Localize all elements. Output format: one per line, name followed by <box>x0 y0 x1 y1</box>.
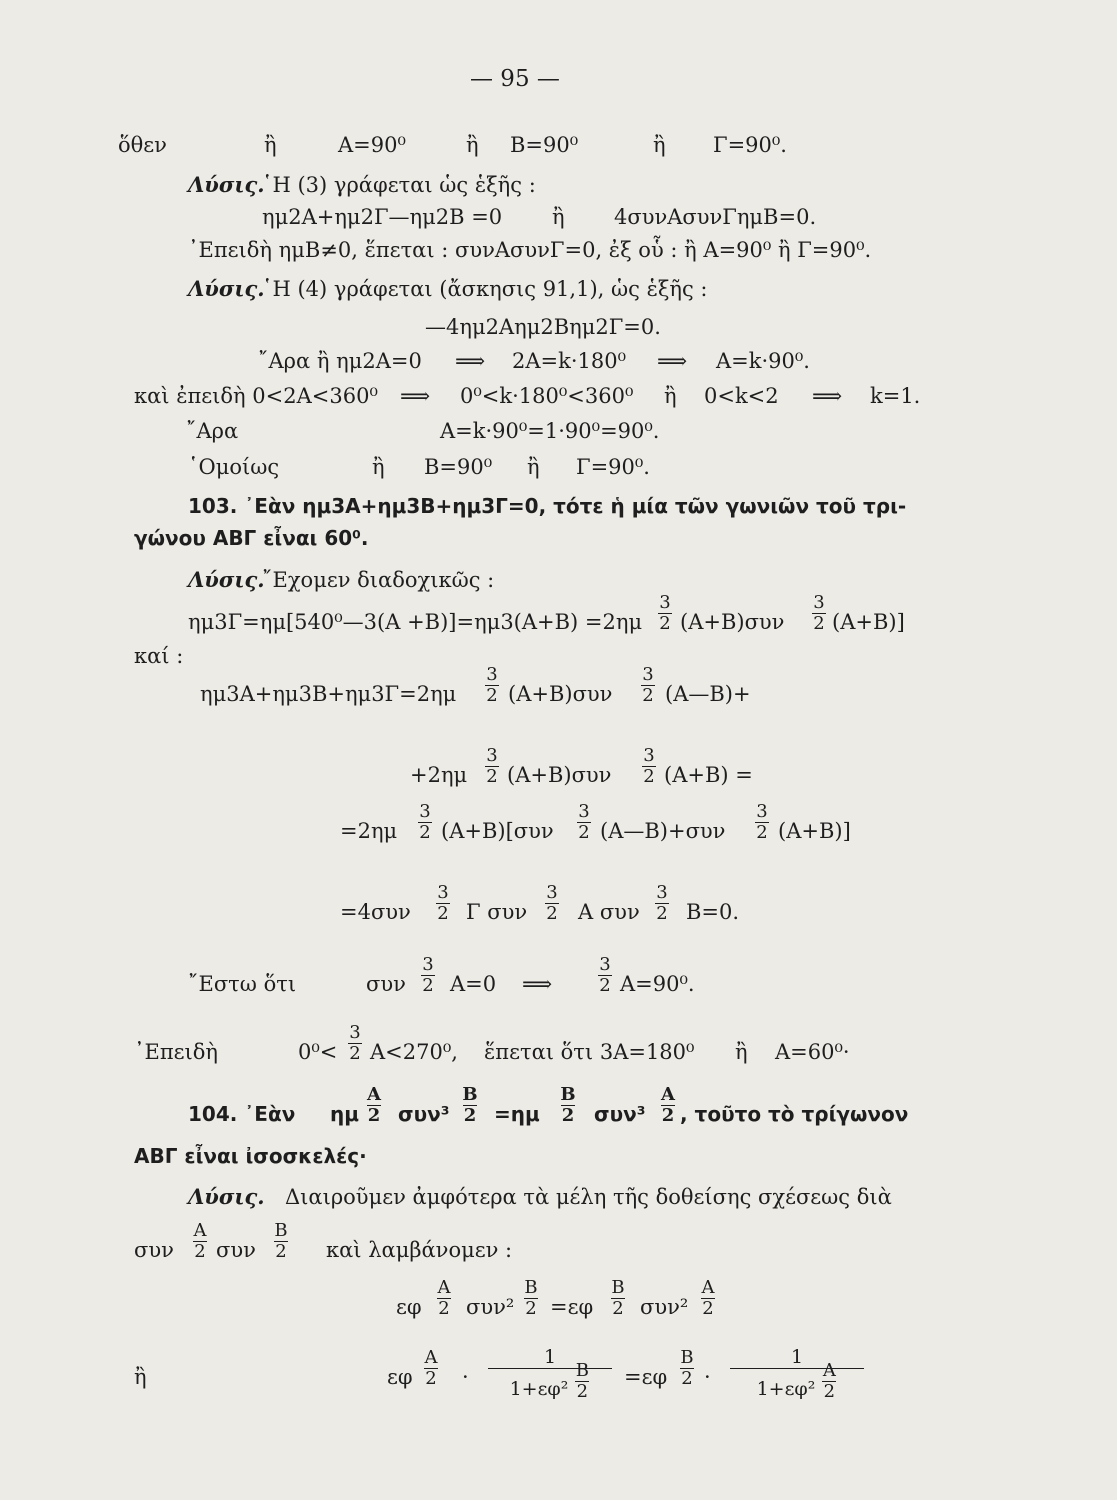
eq2-frac2: 3 2 <box>642 664 654 706</box>
line-1-word: ὅθεν <box>118 133 167 157</box>
eq1-frac1: 3 2 <box>659 592 671 634</box>
solution-label-4: Λύσις. <box>188 1184 265 1209</box>
eq4-frac1: 3 2 <box>419 801 431 843</box>
line-21-c: καὶ λαμβάνομεν : <box>326 1238 513 1262</box>
line-1-or2: ἢ <box>466 133 479 157</box>
eq6-e: Α=90⁰. <box>620 972 695 996</box>
line-20-text: Διαιροῦμεν ἀμφότερα τὰ μέλη τῆς δοθείσης σχέσεως διὰ <box>285 1185 892 1209</box>
line-8-e: 0<k<2 <box>704 384 779 408</box>
line-8-arrow1: ⟹ <box>400 384 431 408</box>
line-9-a: ῎Αρα <box>186 419 239 443</box>
eq5-c: Α συν <box>578 900 640 924</box>
problem-104-frac3: Β 2 <box>560 1084 576 1126</box>
problem-103-line2: γώνου ΑΒΓ εἶναι 60⁰. <box>134 526 369 550</box>
line-2-text: ῾Η (3) γράφεται ὡς ἑξῆς : <box>262 173 536 197</box>
eq9-or: ἢ <box>134 1365 147 1389</box>
kai-label: καί : <box>134 644 184 668</box>
eq2-b: (Α+Β)συν <box>508 682 613 706</box>
line-8-a: καὶ ἐπειδὴ 0<2Α<360⁰ <box>134 384 378 408</box>
eq4-a: =2ημ <box>340 819 398 843</box>
eq3-frac2: 3 2 <box>643 745 655 787</box>
eq3-c: (Α+Β) = <box>664 763 753 787</box>
eq4-c: (Α—Β)+συν <box>600 819 726 843</box>
eq9-frac-b: Β 2 <box>680 1347 694 1389</box>
eq5-frac2: 3 2 <box>546 882 558 924</box>
line-1-eqB: B=90⁰ <box>510 133 579 157</box>
eq5-frac3: 3 2 <box>656 882 668 924</box>
eq8-d: συν² <box>640 1295 689 1319</box>
line-12-text: ῎Εχομεν διαδοχικῶς : <box>262 568 495 592</box>
eq7-b: 0⁰< <box>298 1040 338 1064</box>
eq9-big-frac1: 1 1+εφ² $\frac{B}{2}$ <box>488 1346 612 1410</box>
problem-104-d: =ημ <box>494 1102 540 1126</box>
line-21-a: συν <box>134 1238 174 1262</box>
line-21-frac2: Β 2 <box>274 1220 288 1262</box>
eq5-frac1: 3 2 <box>437 882 449 924</box>
eq2-a: ημ3Α+ημ3Β+ημ3Γ=2ημ <box>200 682 457 706</box>
solution-label-2: Λύσις. <box>188 276 265 301</box>
eq4-b: (Α+Β)[συν <box>441 819 554 843</box>
eq4-d: (Α+Β)] <box>778 819 851 843</box>
line-10-e: Γ=90⁰. <box>576 455 650 479</box>
eq7-c: Α<270⁰, <box>370 1040 458 1064</box>
line-7-a: ῎Αρα ἢ ημ2Α=0 <box>258 349 422 373</box>
line-1-eqG: Γ=90⁰. <box>713 133 787 157</box>
eq4-frac3: 3 2 <box>756 801 768 843</box>
line-7-arrow2: ⟹ <box>657 349 688 373</box>
problem-104-f: , τοῦτο τὸ τρίγωνον <box>680 1102 909 1126</box>
eq7-a: ᾿Επειδὴ <box>134 1040 218 1064</box>
line-3-eq1: ημ2Α+ημ2Γ—ημ2Β =0 <box>262 205 503 229</box>
eq8-b: συν² <box>466 1295 515 1319</box>
eq1-c: (Α+Β)] <box>832 610 905 634</box>
eq7-d: ἕπεται ὅτι 3Α=180⁰ <box>484 1040 695 1064</box>
eq4-frac2: 3 2 <box>578 801 590 843</box>
eq2-c: (Α—Β)+ <box>665 682 751 706</box>
eq1-b: (Α+Β)συν <box>680 610 785 634</box>
eq8-frac2: Β 2 <box>524 1277 538 1319</box>
eq6-frac2: 3 2 <box>599 954 611 996</box>
eq3-frac1: 3 2 <box>486 745 498 787</box>
line-21-b: συν <box>216 1238 256 1262</box>
eq8-a: εφ <box>396 1295 422 1319</box>
eq9-c: =εφ <box>624 1365 668 1389</box>
eq5-d: Β=0. <box>686 900 740 924</box>
line-10-c: Β=90⁰ <box>424 455 493 479</box>
eq3-a: +2ημ <box>410 763 468 787</box>
problem-104-frac1: Α 2 <box>367 1084 381 1126</box>
eq6-arrow: ⟹ <box>522 972 553 996</box>
line-10-or2: ἢ <box>527 455 540 479</box>
eq9-dot2: · <box>704 1365 711 1389</box>
problem-104-b: ημ <box>330 1102 359 1126</box>
eq7-f: Α=60⁰· <box>775 1040 850 1064</box>
line-8-g: k=1. <box>870 384 921 408</box>
line-7-e: Α=k·90⁰. <box>716 349 810 373</box>
eq8-frac3: Β 2 <box>611 1277 625 1319</box>
eq8-frac4: Α 2 <box>701 1277 715 1319</box>
solution-label-1: Λύσις. <box>188 172 265 197</box>
eq7-frac: 3 2 <box>349 1022 361 1064</box>
problem-104-c: συν³ <box>398 1102 450 1126</box>
eq8-c: =εφ <box>550 1295 594 1319</box>
eq9-big-frac2: 1 1+εφ² $\frac{A}{2}$ <box>730 1346 864 1410</box>
problem-104-line2: ΑΒΓ εἶναι ἰσοσκελές· <box>134 1144 367 1168</box>
line-6-eq: —4ημ2Αημ2Βημ2Γ=0. <box>425 315 661 339</box>
line-1-or3: ἢ <box>653 133 666 157</box>
eq1-frac2: 3 2 <box>813 592 825 634</box>
problem-104-frac4: Α 2 <box>661 1084 675 1126</box>
line-21-frac1: Α 2 <box>193 1220 207 1262</box>
eq6-c: Α=0 <box>450 972 497 996</box>
line-9-b: Α=k·90⁰=1·90⁰=90⁰. <box>440 419 660 443</box>
eq6-a: ῎Εστω ὅτι <box>188 972 297 996</box>
problem-104-e: συν³ <box>594 1102 646 1126</box>
page-number: — 95 — <box>470 66 560 92</box>
eq5-b: Γ συν <box>466 900 528 924</box>
eq3-b: (Α+Β)συν <box>507 763 612 787</box>
eq7-or: ἢ <box>735 1040 748 1064</box>
eq6-frac1: 3 2 <box>422 954 434 996</box>
problem-104-a: 104. ᾿Εὰν <box>188 1102 296 1126</box>
line-4-text: ᾿Επειδὴ ημΒ≠0, ἕπεται : συνΑσυνΓ=0, ἐξ οὗ : ἢ Α=90⁰ ἢ Γ=90⁰. <box>188 238 872 262</box>
eq6-b: συν <box>366 972 406 996</box>
problem-104-frac2: Β 2 <box>462 1084 478 1126</box>
eq8-frac1: Α 2 <box>437 1277 451 1319</box>
line-10-or: ἢ <box>372 455 385 479</box>
line-7-c: 2Α=k·180⁰ <box>512 349 627 373</box>
problem-103-line1: 103. ᾿Εὰν ημ3Α+ημ3Β+ημ3Γ=0, τότε ἡ μία τῶν γωνιῶν τοῦ τρι- <box>188 494 907 518</box>
line-7-arrow1: ⟹ <box>455 349 486 373</box>
eq9-dot1: · <box>462 1365 469 1389</box>
line-8-arrow2: ⟹ <box>812 384 843 408</box>
line-3-or: ἢ <box>552 205 565 229</box>
line-8-c: 0⁰<k·180⁰<360⁰ <box>460 384 634 408</box>
line-8-or: ἢ <box>664 384 677 408</box>
eq9-frac-a: Α 2 <box>424 1347 438 1389</box>
line-10-a: ῾Ομοίως <box>188 455 280 479</box>
eq5-a: =4συν <box>340 900 411 924</box>
eq1-a: ημ3Γ=ημ[540⁰—3(Α +Β)]=ημ3(Α+Β) =2ημ <box>188 610 643 634</box>
eq9-tan1: εφ <box>387 1365 413 1389</box>
solution-label-3: Λύσις. <box>188 567 265 592</box>
line-1-eqA: A=90⁰ <box>338 133 406 157</box>
line-3-eq2: 4συνΑσυνΓημΒ=0. <box>614 205 817 229</box>
eq2-frac1: 3 2 <box>486 664 498 706</box>
line-5-text: ῾Η (4) γράφεται (ἄσκησις 91,1), ὡς ἑξῆς : <box>262 277 708 301</box>
line-1-or: ἢ <box>264 133 277 157</box>
